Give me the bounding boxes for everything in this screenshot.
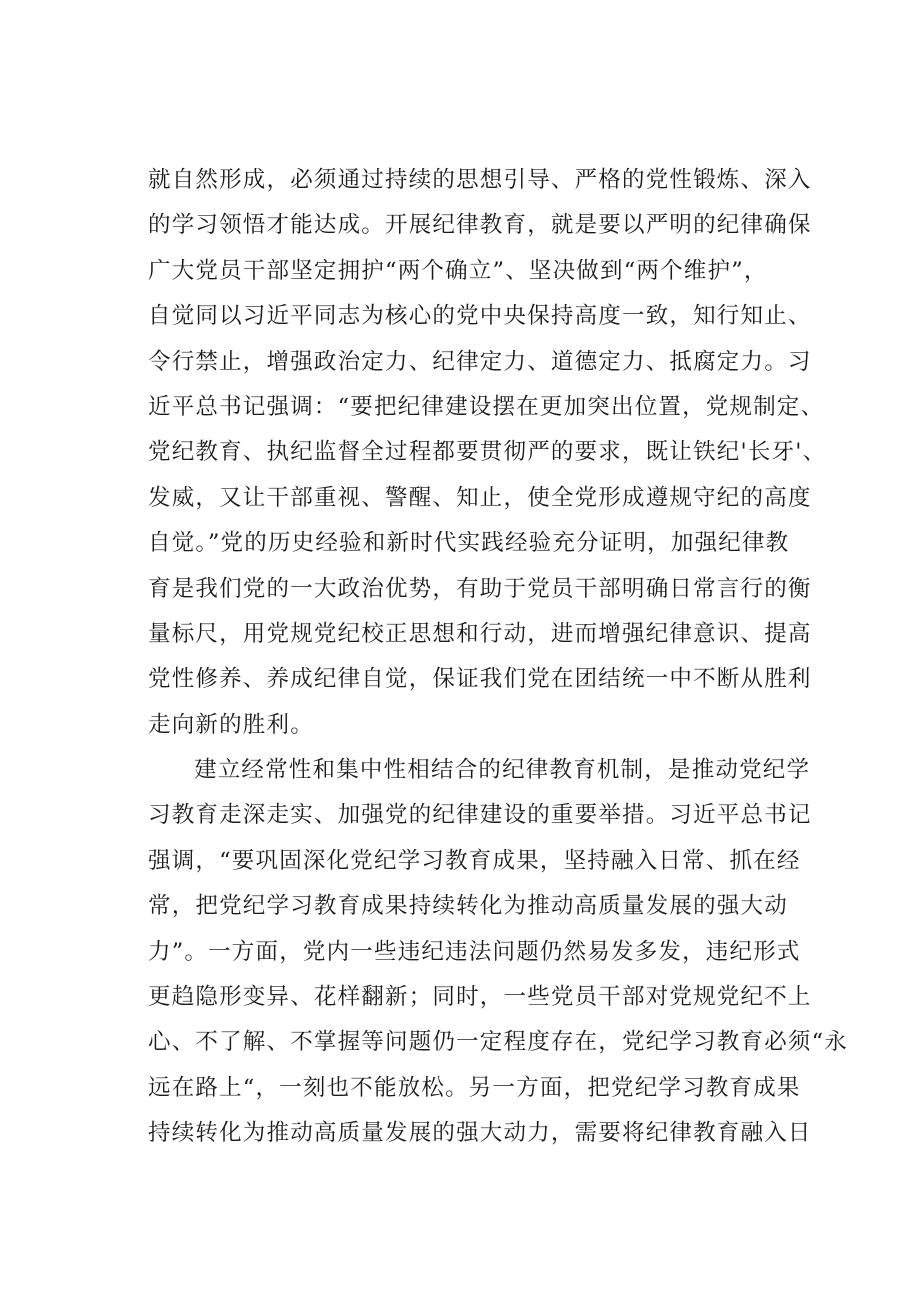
text-line: 心、不了解、不掌握等问题仍一定程度存在，党纪学习教育必须“永 — [148, 1029, 849, 1056]
paragraph-2 — [148, 748, 849, 1157]
text-line: 近平总书记强调：“要把纪律建设摆在更加突出位置，党规制定、 — [148, 393, 825, 420]
text-line: 量标尺，用党规党纪校正思想和行动，进而增强纪律意识、提高 — [148, 620, 812, 647]
text-line: 常，把党纪学习教育成果持续转化为推动高质量发展的强大动 — [148, 893, 788, 920]
text-line: 广大党员干部坚定拥护“两个确立”、坚决做到“两个维护”， — [148, 257, 768, 284]
text-line: 育是我们党的一大政治优势，有助于党员干部明确日常言行的衡 — [148, 575, 812, 602]
text-line: 令行禁止，增强政治定力、纪律定力、道德定力、抵腐定力。习 — [148, 348, 812, 375]
text-line: 习教育走深走实、加强党的纪律建设的重要举措。习近平总书记 — [148, 802, 812, 829]
text-line: 远在路上“，一刻也不能放松。另一方面，把党纪学习教育成果 — [148, 1074, 801, 1101]
paragraph-1 — [148, 158, 827, 748]
text-line: 自觉同以习近平同志为核心的党中央保持高度一致，知行知止、 — [148, 303, 812, 330]
text-line: 就自然形成，必须通过持续的思想引导、严格的党性锻炼、深入 — [148, 167, 812, 193]
text-line: 党纪教育、执纪监督全过程都要贯彻严的要求，既让铁纪'长牙'、 — [148, 439, 827, 466]
text-line: 自觉。”党的历史经验和新时代实践经验充分证明，加强纪律教 — [148, 530, 790, 557]
text-line: 力”。一方面，党内一些违纪违法问题仍然易发多发，违纪形式 — [148, 938, 801, 965]
text-line: 党性修养、养成纪律自觉，保证我们党在团结统一中不断从胜利 — [148, 666, 812, 693]
text-line: 走向新的胜利。 — [148, 711, 314, 738]
text-line: 持续转化为推动高质量发展的强大动力，需要将纪律教育融入日 — [148, 1120, 812, 1147]
document-body — [148, 158, 849, 1157]
text-line: 的学习领悟才能达成。开展纪律教育，就是要以严明的纪律确保 — [148, 212, 812, 239]
text-line: 更趋隐形变异、花样翻新；同时，一些党员干部对党规党纪不上 — [148, 984, 812, 1011]
text-line: 发威，又让干部重视、警醒、知止，使全党形成遵规守纪的高度 — [148, 484, 812, 511]
text-line: 强调，“要巩固深化党纪学习教育成果，坚持融入日常、抓在经 — [148, 847, 801, 874]
text-line: 建立经常性和集中性相结合的纪律教育机制，是推动党纪学 — [194, 757, 811, 784]
